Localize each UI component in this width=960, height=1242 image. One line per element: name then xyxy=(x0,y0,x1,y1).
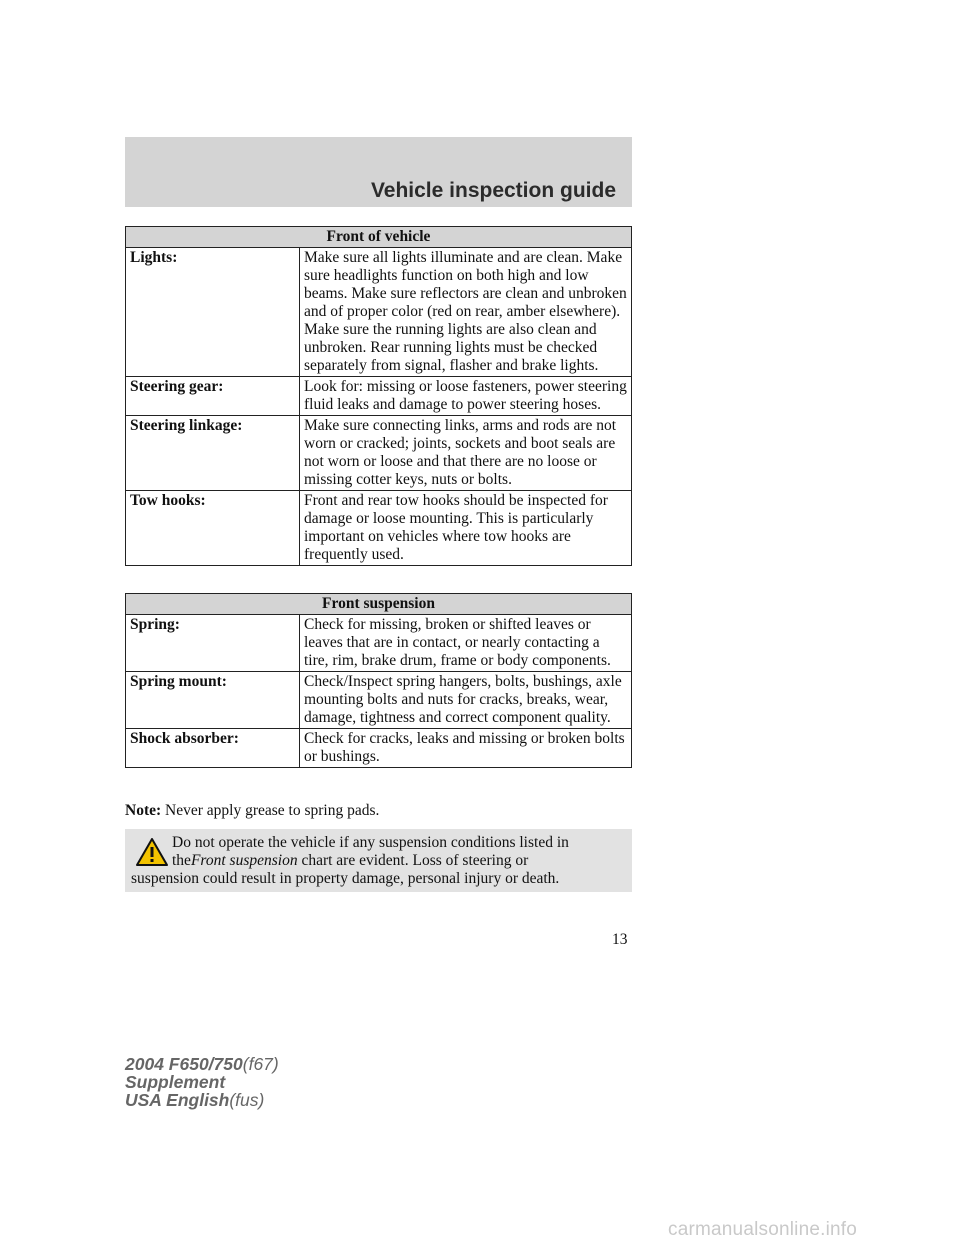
note xyxy=(125,802,632,820)
table-row xyxy=(126,729,632,768)
front-vehicle-table xyxy=(125,226,632,566)
footer-language-code: (fus) xyxy=(229,1090,265,1110)
warning-line-2 xyxy=(131,852,626,870)
table-heading: Front of vehicle xyxy=(126,227,632,248)
table-row xyxy=(126,377,632,416)
table-row xyxy=(126,248,632,377)
row-text: Check for missing, broken or shifted leaves or leaves that are in contact, or nearly contacting a tire, rim, brake drum, frame or body components. xyxy=(300,615,632,672)
watermark[interactable]: carmanualsonline.info xyxy=(668,1219,858,1240)
footer-doc: Supplement xyxy=(125,1072,226,1092)
row-text: Look for: missing or loose fasteners, power steering fluid leaks and damage to power steering hoses. xyxy=(300,377,632,416)
header-band xyxy=(125,137,632,207)
row-label: Tow hooks: xyxy=(126,491,300,566)
row-text: Check for cracks, leaks and missing or broken bolts or bushings. xyxy=(300,729,632,768)
row-text: Check/Inspect spring hangers, bolts, bushings, axle mounting bolts and nuts for cracks, breaks, wear, damage, tightness and correct component quality. xyxy=(300,672,632,729)
table-heading: Front suspension xyxy=(126,594,632,615)
page-title: Vehicle inspection guide xyxy=(370,179,616,202)
row-text: Make sure all lights illuminate and are clean. Make sure headlights function on both high and low beams. Make sure reflectors are clean and unbroken and of proper color (red on rear, amber elsewhere). Make sure the running lights are also clean and unbroken. Rear running lights must be checked separately from signal, flasher and brake lights. xyxy=(300,248,632,377)
footer xyxy=(125,1055,279,1109)
footer-model-code: (f67) xyxy=(242,1054,279,1074)
row-label: Shock absorber: xyxy=(126,729,300,768)
table-row xyxy=(126,416,632,491)
warning-pre: the xyxy=(172,852,191,869)
row-label: Spring mount: xyxy=(126,672,300,729)
warning-text xyxy=(131,834,626,888)
warning-chart-name: Front suspension xyxy=(190,852,298,869)
warning-line-1: Do not operate the vehicle if any suspension conditions listed in xyxy=(172,834,569,851)
note-label: Note: xyxy=(125,802,162,819)
table-row xyxy=(126,615,632,672)
warning-box xyxy=(125,829,632,892)
page-number: 13 xyxy=(612,931,628,948)
front-suspension-table xyxy=(125,593,632,768)
footer-model: 2004 F650/750 xyxy=(125,1054,243,1074)
warning-line-3: suspension could result in property damage, personal injury or death. xyxy=(131,870,560,887)
row-label: Steering gear: xyxy=(126,377,300,416)
row-label: Steering linkage: xyxy=(126,416,300,491)
row-label: Spring: xyxy=(126,615,300,672)
row-text: Make sure connecting links, arms and rods are not worn or cracked; joints, sockets and boot seals are not worn or loose and that there are no loose or missing cotter keys, nuts or bolts. xyxy=(300,416,632,491)
row-label: Lights: xyxy=(126,248,300,377)
row-text: Front and rear tow hooks should be inspected for damage or loose mounting. This is particularly important on vehicles where tow hooks are frequently used. xyxy=(300,491,632,566)
table-row xyxy=(126,491,632,566)
warning-post: chart are evident. Loss of steering or xyxy=(301,852,529,869)
note-text: Never apply grease to spring pads. xyxy=(165,802,380,819)
table-row xyxy=(126,672,632,729)
footer-language: USA English xyxy=(125,1090,230,1110)
